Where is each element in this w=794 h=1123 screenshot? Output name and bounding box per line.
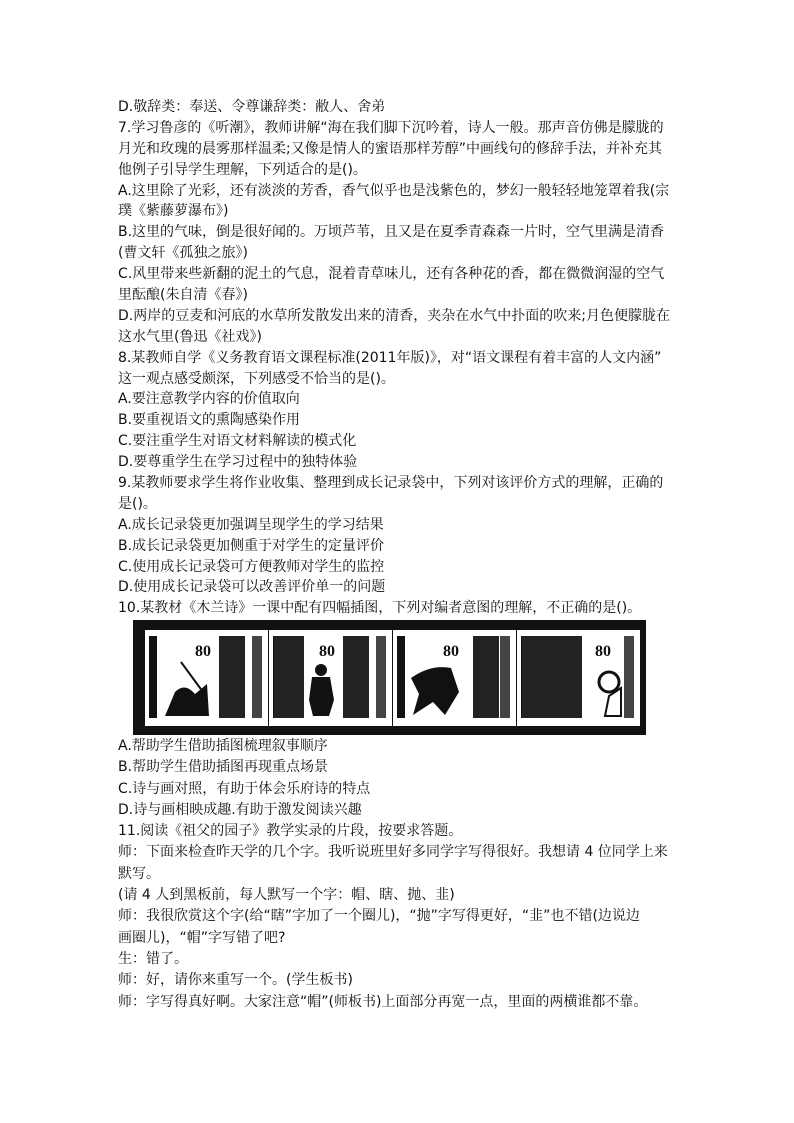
text-line: B.成长记录袋更加侧重于对学生的定量评价 [118,537,385,554]
text-line: C.诗与画对照，有助于体会乐府诗的特点 [118,780,371,797]
stamp-border-bar [397,636,405,718]
text-line: 师：字写得真好啊。大家注意“帽”(师板书)上面部分再宽一点，里面的两横谁都不靠。 [118,993,648,1010]
text-line: B.帮助学生借助插图再现重点场景 [118,759,329,776]
stamp-mirror [517,630,640,726]
stamp-value: 80 [319,643,335,660]
text-line: 里酝酿(朱自清《春》) [118,287,248,304]
stamp-weaving [145,630,268,726]
soldier-silhouette [309,677,334,716]
text-line: 11.阅读《祖父的园子》教学实录的片段，按要求答题。 [118,823,463,840]
text-line: 10.某教材《木兰诗》一课中配有四幅插图，下列对编者意图的理解，不正确的是()。 [118,600,642,617]
text-line: A.要注意教学内容的价值取向 [118,391,300,408]
text-line: C.要注重学生对语文材料解读的模式化 [118,433,357,450]
text-line: C.使用成长记录袋可方便教师对学生的监控 [118,558,385,575]
stamp-value: 80 [195,643,211,660]
text-line: A.这里除了光彩，还有淡淡的芳香，香气似乎也是浅紫色的，梦幻一般轻轻地笼罩着我(宗 [118,182,670,199]
stamp-poem-text [274,636,304,718]
text-line: 默写。 [118,865,160,882]
text-line: (请 4 人到黑板前，每人默写一个字：帽、瞎、抛、韭) [118,887,455,904]
stamp-soldier [269,630,392,726]
text-line: 月光和玫瑰的晨雾那样温柔;又像是情人的蜜语那样芳醇”中画线句的修辞手法，并补充其 [118,140,662,157]
text-line: D.两岸的豆麦和河底的水草所发散发出来的清香，夹杂在水气中扑面的吹来;月色便朦胧在 [118,307,670,324]
question-text-before-figure [118,97,698,619]
stamp-caption-column [252,636,262,718]
text-line: 8.某教师自学《义务教育语文课程标准(2011年版)》，对“语文课程有着丰富的人文内涵” [118,349,662,366]
text-line: 师：下面来检查昨天学的几个字。我听说班里好多同学字写得很好。我想请 4 位同学上来 [118,844,668,861]
mulan-stamps-illustration [133,620,646,735]
text-line: A.帮助学生借助插图梳理叙事顺序 [118,738,328,754]
text-line: 师：我很欣赏这个字(给“瞎”字加了一个圈儿)，“抛”字写得更好，“韭”也不错(边说边 [118,908,640,925]
text-line: 璞《紫藤萝瀑布》) [118,203,229,220]
text-line: 画圈儿)，“帽”字写错了吧? [118,929,286,946]
stamp-caption-column [624,636,634,718]
text-line: C.风里带来些新翻的泥土的气息，混着青草味儿，还有各种花的香，都在微微润湿的空气 [118,266,665,283]
text-line: 生：错了。 [118,950,188,967]
stamp-poem-text [522,636,582,718]
text-line: (曹文轩《孤独之旅》) [118,245,248,262]
text-line: 师：好，请你来重写一个。(学生板书) [118,972,353,989]
question-text-after-figure [118,736,698,1013]
text-line: 这一观点感受颇深，下列感受不恰当的是()。 [118,370,395,387]
text-line: 7.学习鲁彦的《听潮》，教师讲解“海在我们脚下沉吟着，诗人一般。那声音仿佛是朦胧的 [118,119,664,136]
stamp-border-bar [149,636,157,718]
stamp-caption-column [376,636,386,718]
text-line: 这水气里(鲁迅《社戏》) [118,328,262,345]
stamp-poem-text [343,636,369,718]
text-line: 9.某教师要求学生将作业收集、整理到成长记录袋中，下列对该评价方式的理解，正确的 [118,475,664,492]
stamp-poem-text [219,636,245,718]
text-line: D.敬辞类：奉送、令尊谦辞类：敝人、舍弟 [118,99,386,115]
text-line: B.这里的气味，倒是很好闻的。万顷芦苇，且又是在夏季青森森一片时，空气里满是清香 [118,224,665,241]
stamp-horse-rider [393,630,516,726]
text-line: D.诗与画相映成趣.有助于激发阅读兴趣 [118,801,362,818]
stamp-caption-column [500,636,510,718]
text-line: D.使用成长记录袋可以改善评价单一的问题 [118,579,386,596]
text-line: 他例子引导学生理解，下列适合的是()。 [118,161,367,178]
text-line: A.成长记录袋更加强调呈现学生的学习结果 [118,516,384,533]
text-line: D.要尊重学生在学习过程中的独特体验 [118,454,358,471]
stamp-poem-text [473,636,499,718]
stamp-value: 80 [595,643,611,660]
text-line: 是()。 [118,495,157,512]
soldier-head [315,664,327,676]
stamp-value: 80 [443,643,459,660]
text-line: B.要重视语文的熏陶感染作用 [118,412,301,429]
